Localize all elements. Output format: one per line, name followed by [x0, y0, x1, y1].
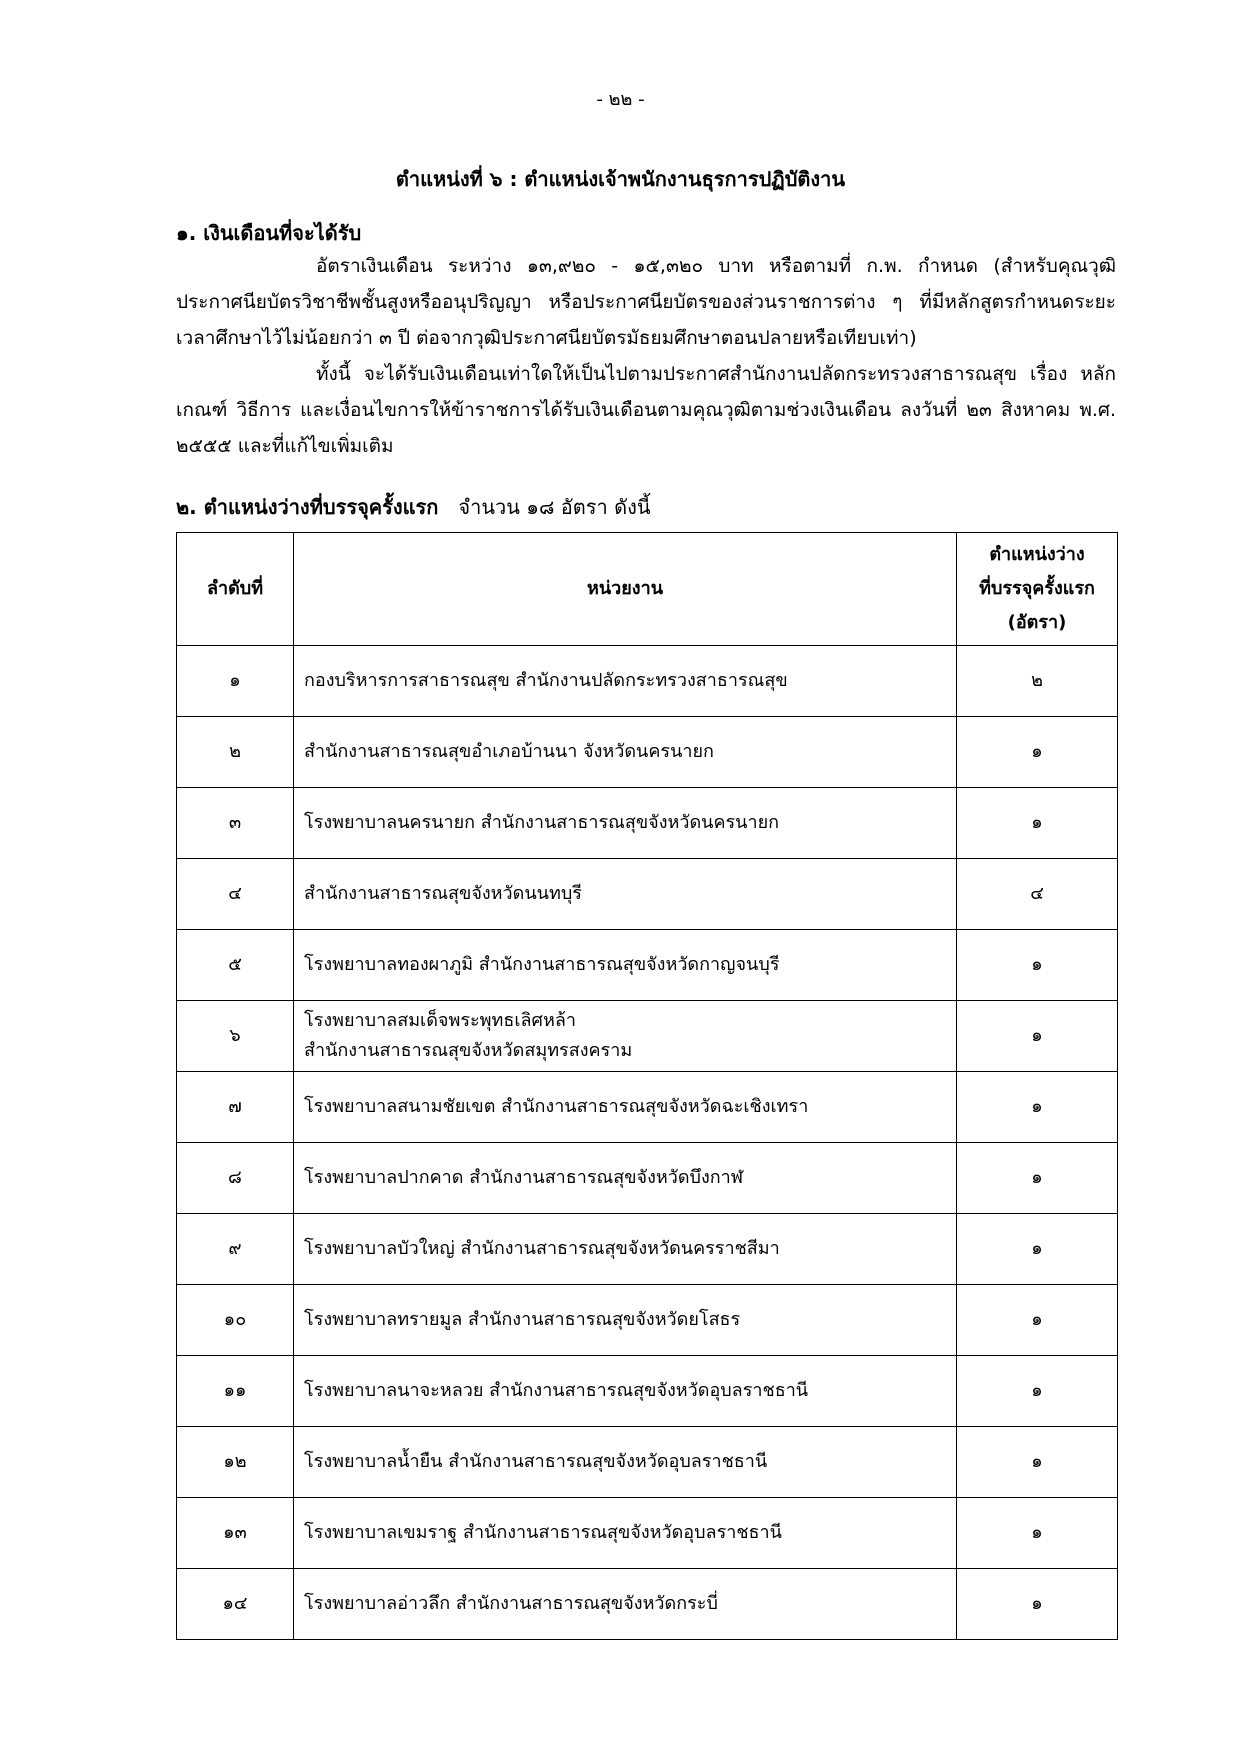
row-unit [294, 1498, 957, 1569]
row-no: ๑๐ [177, 1285, 294, 1356]
row-unit [294, 1214, 957, 1285]
table-header-row [177, 533, 1118, 646]
row-count: ๑ [957, 788, 1118, 859]
row-count: ๒ [957, 646, 1118, 717]
table-row [177, 1427, 1118, 1498]
row-unit-line1: โรงพยาบาลนครนายก สำนักงานสาธารณสุขจังหวัดนครนายก [304, 812, 780, 833]
table-row [177, 1143, 1118, 1214]
row-unit [294, 1285, 957, 1356]
section2-heading [176, 491, 651, 523]
row-count: ๑ [957, 1143, 1118, 1214]
row-unit-line1: โรงพยาบาลเขมราฐ สำนักงานสาธารณสุขจังหวัดอุบลราชธานี [304, 1522, 782, 1543]
row-unit-line1: โรงพยาบาลอ่าวลึก สำนักงานสาธารณสุขจังหวัดกระบี่ [304, 1593, 718, 1614]
row-unit [294, 1143, 957, 1214]
row-no: ๑ [177, 646, 294, 717]
row-count: ๑ [957, 1356, 1118, 1427]
row-no: ๙ [177, 1214, 294, 1285]
row-unit [294, 930, 957, 1001]
header-count-line3: (อัตรา) [1007, 612, 1067, 633]
row-unit-line1: โรงพยาบาลทรายมูล สำนักงานสาธารณสุขจังหวัดยโสธร [304, 1309, 741, 1330]
row-unit-line1: โรงพยาบาลทองผาภูมิ สำนักงานสาธารณสุขจังหวัดกาญจนบุรี [304, 954, 780, 975]
row-unit [294, 1427, 957, 1498]
row-unit-line1: สำนักงานสาธารณสุขจังหวัดนนทบุรี [304, 883, 582, 904]
header-unit: หน่วยงาน [294, 533, 957, 646]
row-count: ๑ [957, 1427, 1118, 1498]
salary-conditions-paragraph: ทั้งนี้ จะได้รับเงินเดือนเท่าใดให้เป็นไปตามประกาศสำนักงานปลัดกระทรวงสาธารณสุข เรื่อง หลักเกณฑ์ วิธีการ และเงื่อนไขการให้ข้าราชการได้รับเงินเดือนตามคุณวุฒิตามช่วงเงินเดือน ลงวันที่ ๒๓ สิงหาคม พ.ศ. ๒๕๕๕ และที่แก้ไขเพิ่มเติม [176, 363, 1116, 457]
table-row [177, 1001, 1118, 1072]
row-unit [294, 1356, 957, 1427]
row-unit-line1: สำนักงานสาธารณสุขอำเภอบ้านนา จังหวัดนครนายก [304, 741, 714, 762]
row-unit [294, 788, 957, 859]
table-row [177, 859, 1118, 930]
row-count: ๑ [957, 1214, 1118, 1285]
row-count: ๑ [957, 1285, 1118, 1356]
row-no: ๓ [177, 788, 294, 859]
table-row [177, 1285, 1118, 1356]
row-no: ๑๔ [177, 1569, 294, 1640]
row-unit-line1: กองบริหารการสาธารณสุข สำนักงานปลัดกระทรวงสาธารณสุข [304, 670, 788, 691]
row-no: ๑๓ [177, 1498, 294, 1569]
row-count: ๑ [957, 1072, 1118, 1143]
row-unit-line1: โรงพยาบาลสมเด็จพระพุทธเลิศหล้า [304, 1010, 576, 1031]
row-no: ๔ [177, 859, 294, 930]
document-title: ตำแหน่งที่ ๖ : ตำแหน่งเจ้าพนักงานธุรการปฏิบัติงาน [395, 167, 846, 191]
row-count: ๑ [957, 717, 1118, 788]
row-count: ๑ [957, 1569, 1118, 1640]
header-count [957, 533, 1118, 646]
row-unit [294, 646, 957, 717]
table-row [177, 717, 1118, 788]
salary-paragraph: อัตราเงินเดือน ระหว่าง ๑๓,๙๒๐ - ๑๕,๓๒๐ บาท หรือตามที่ ก.พ. กำหนด (สำหรับคุณวุฒิประกาศนียบัตรวิชาชีพชั้นสูงหรืออนุปริญญา หรือประกาศนียบัตรของส่วนราชการต่าง ๆ ที่มีหลักสูตรกำหนดระยะเวลาศึกษาไว้ไม่น้อยกว่า ๓ ปี ต่อจากวุฒิประกาศนียบัตรมัธยมศึกษาตอนปลายหรือเทียบเท่า) [176, 255, 1116, 349]
table-row [177, 1498, 1118, 1569]
table-row [177, 1214, 1118, 1285]
section1-heading: ๑. เงินเดือนที่จะได้รับ [176, 221, 362, 245]
row-unit-line2: สำนักงานสาธารณสุขจังหวัดสมุทรสงคราม [304, 1040, 633, 1061]
row-unit-line1: โรงพยาบาลปากคาด สำนักงานสาธารณสุขจังหวัดบึงกาฬ [304, 1167, 744, 1188]
row-no: ๕ [177, 930, 294, 1001]
row-no: ๗ [177, 1072, 294, 1143]
row-unit [294, 859, 957, 930]
row-unit [294, 1569, 957, 1640]
row-no: ๖ [177, 1001, 294, 1072]
row-unit-line1: โรงพยาบาลสนามชัยเขต สำนักงานสาธารณสุขจังหวัดฉะเชิงเทรา [304, 1096, 809, 1117]
table-row [177, 1356, 1118, 1427]
row-no: ๘ [177, 1143, 294, 1214]
section2-count-text: จำนวน ๑๘ อัตรา ดังนี้ [458, 495, 651, 519]
table-row [177, 930, 1118, 1001]
row-no: ๑๑ [177, 1356, 294, 1427]
row-no: ๒ [177, 717, 294, 788]
page-number: - ๒๒ - [596, 89, 645, 110]
header-count-line1: ตำแหน่งว่าง [989, 544, 1085, 565]
table-row [177, 788, 1118, 859]
header-no: ลำดับที่ [177, 533, 294, 646]
vacant-positions-table [176, 532, 1118, 1640]
row-unit-line1: โรงพยาบาลบัวใหญ่ สำนักงานสาธารณสุขจังหวัดนครราชสีมา [304, 1238, 780, 1259]
row-unit [294, 717, 957, 788]
section2-heading-text: ๒. ตำแหน่งว่างที่บรรจุครั้งแรก [176, 495, 439, 519]
table-row [177, 1072, 1118, 1143]
row-count: ๑ [957, 1498, 1118, 1569]
row-count: ๑ [957, 930, 1118, 1001]
row-unit-line1: โรงพยาบาลน้ำยืน สำนักงานสาธารณสุขจังหวัดอุบลราชธานี [304, 1451, 768, 1472]
table-row [177, 646, 1118, 717]
row-unit-line1: โรงพยาบาลนาจะหลวย สำนักงานสาธารณสุขจังหวัดอุบลราชธานี [304, 1380, 809, 1401]
row-count: ๔ [957, 859, 1118, 930]
row-count: ๑ [957, 1001, 1118, 1072]
table-row [177, 1569, 1118, 1640]
row-no: ๑๒ [177, 1427, 294, 1498]
row-unit [294, 1001, 957, 1072]
header-count-line2: ที่บรรจุครั้งแรก [979, 578, 1095, 599]
row-unit [294, 1072, 957, 1143]
